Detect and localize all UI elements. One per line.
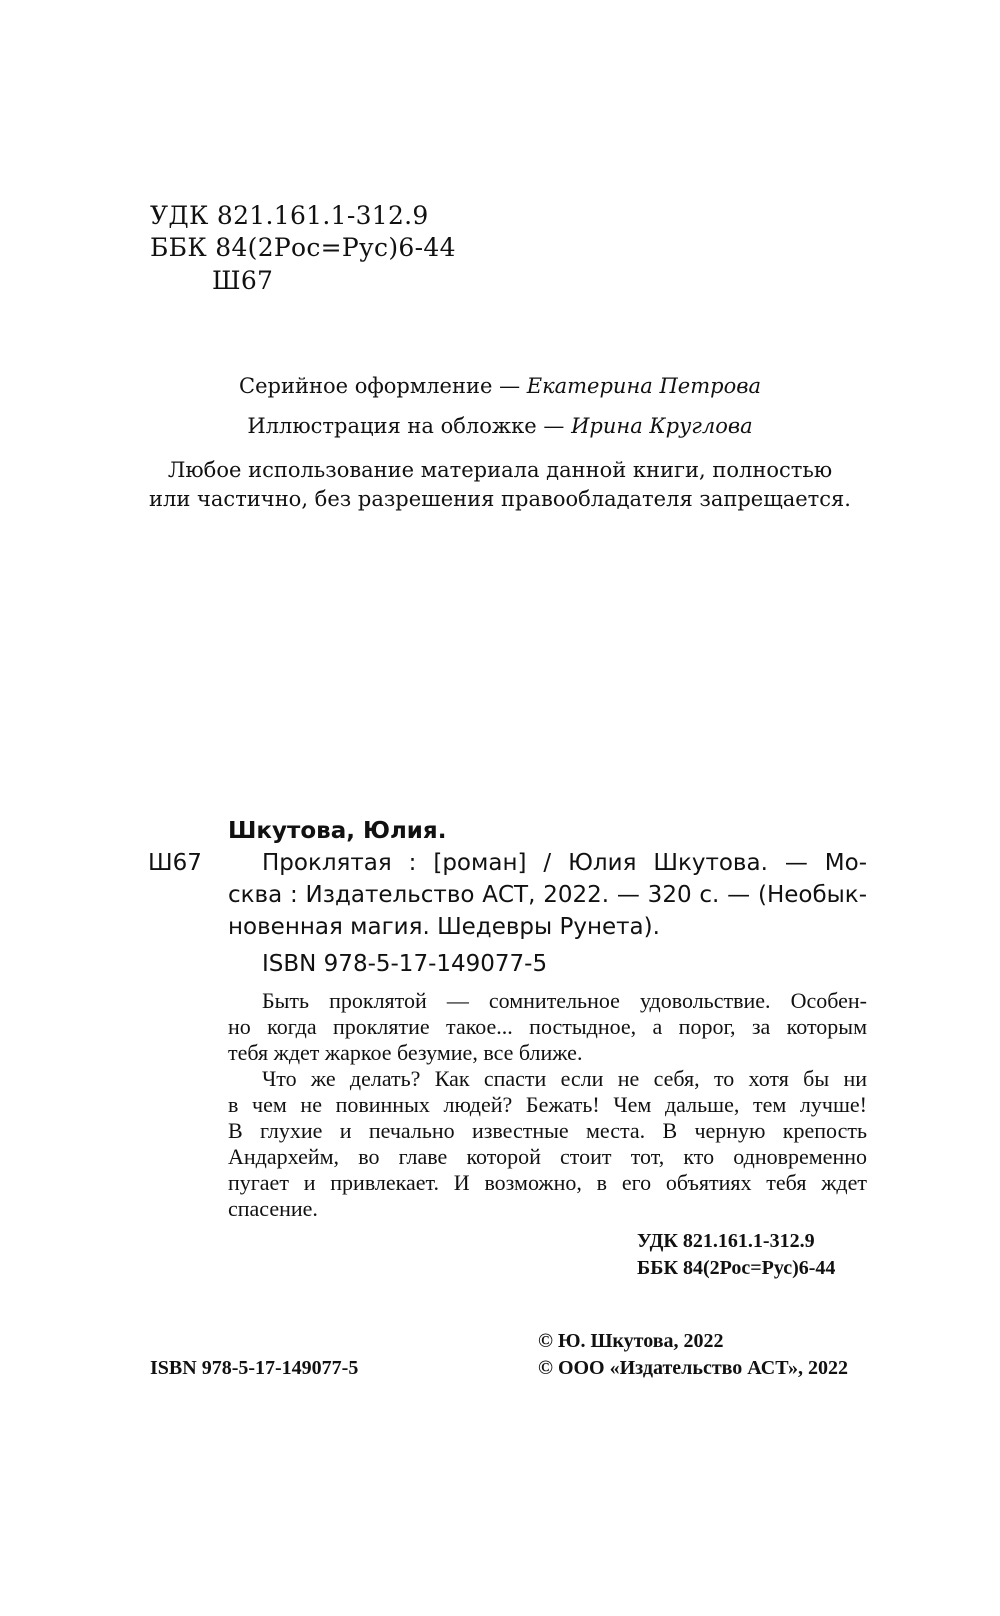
annotation-line: Что же делать? Как спасти если не себя, то хотя бы ни — [262, 1066, 867, 1091]
annotation-line: Быть проклятой — сомнительное удовольствие. Особен- — [262, 988, 867, 1013]
series-design-credit — [0, 374, 1000, 398]
footer-udk-code: УДК 821.161.1-312.9 — [637, 1230, 815, 1252]
copyright-notice — [0, 456, 1000, 514]
author-mark: Ш67 — [212, 266, 274, 295]
udk-code: УДК 821.161.1-312.9 — [150, 201, 429, 230]
copyright-publisher: © ООО «Издательство АСТ», 2022 — [538, 1357, 849, 1379]
footer-bbk-code: ББК 84(2Рос=Рус)6-44 — [637, 1257, 836, 1279]
catalog-isbn: ISBN 978-5-17-149077-5 — [262, 951, 548, 977]
author-heading: Шкутова, Юлия. — [228, 818, 447, 844]
annotation-line: но когда проклятие такое... постыдное, а порог, за которым — [228, 1014, 867, 1039]
cover-illustration-role: Иллюстрация на обложке — — [247, 414, 572, 438]
footer-isbn: ISBN 978-5-17-149077-5 — [150, 1357, 359, 1379]
catalog-description-line: сква : Издательство АСТ, 2022. — 320 с. — (Необык- — [228, 882, 867, 908]
annotation-line: спасение. — [228, 1196, 318, 1221]
cover-illustration-credit — [0, 414, 1000, 438]
bbk-code: ББК 84(2Рос=Рус)6-44 — [150, 233, 456, 262]
series-design-name: Екатерина Петрова — [526, 374, 761, 398]
annotation-line: пугает и привлекает. И возможно, в его объятиях тебя ждет — [228, 1170, 867, 1195]
catalog-description-line: Проклятая : [роман] / Юлия Шкутова. — Мо- — [262, 850, 867, 876]
series-design-role: Серийное оформление — — [239, 374, 527, 398]
cover-illustration-name: Ирина Круглова — [571, 414, 753, 438]
annotation-line: В глухие и печально известные места. В черную крепость — [228, 1118, 867, 1143]
copyright-notice-line: Любое использование материала данной книги, полностью — [167, 458, 833, 482]
annotation-line: в чем не повинных людей? Бежать! Чем дальше, тем лучше! — [228, 1092, 867, 1117]
copyright-notice-line: или частично, без разрешения правообладателя запрещается. — [149, 487, 851, 511]
copyright-author: © Ю. Шкутова, 2022 — [538, 1330, 724, 1352]
catalog-author-mark: Ш67 — [148, 850, 202, 876]
annotation-line: тебя ждет жаркое безумие, все ближе. — [228, 1040, 583, 1065]
annotation-line: Андархейм, во главе которой стоит тот, кто одновременно — [228, 1144, 867, 1169]
catalog-description-line: новенная магия. Шедевры Рунета). — [228, 914, 660, 940]
